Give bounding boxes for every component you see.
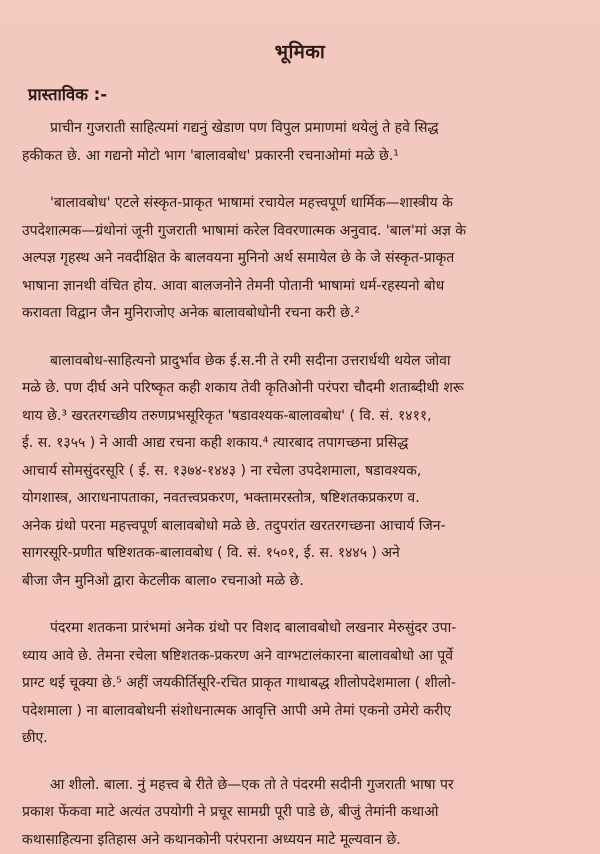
text-line: बीजा जैन मुनिओ द्वारा केटलीक बाला० रचनाओ मळे छे. [22, 568, 578, 596]
paragraph-1 [22, 115, 578, 170]
text-line: करावता विद्वान जैन मुनिराजोए अनेक बालावबोधोनी रचना करी छे.² [22, 300, 578, 328]
text-line: आचार्य सोमसुंदरसूरि ( ई. स. १३७४-१४४३ ) ना रचेला उपदेशमाला, षडावश्यक, [22, 458, 578, 486]
text-line: मळे छे. पण दीर्घ अने परिष्कृत कही शकाय तेवी कृतिओनी परंपरा चौदमी शताब्दीथी शरू [22, 375, 578, 403]
text-line: पंदरमा शतकना प्रारंभमां अनेक ग्रंथो पर विशद बालावबोधो लखनार मेरुसुंदर उपा- [22, 615, 578, 643]
text-line: आ शीलो. बाला. नुं महत्त्व बे रीते छे—एक तो ते पंदरमी सदीनी गुजराती भाषा पर [22, 772, 578, 800]
page-title: भूमिका [22, 38, 578, 64]
text-line: कथासाहित्यना इतिहास अने कथानकोनी परंपराना अध्ययन माटे मूल्यवान छे. [22, 827, 578, 854]
paragraph-2 [22, 190, 578, 328]
paragraph-5 [22, 772, 578, 854]
text-line: बालावबोध-साहित्यनो प्रादुर्भाव छेक ई.स.नी ते रमी सदीना उत्तरार्धथी थयेल जोवा [22, 348, 578, 376]
text-line: हकीकत छे. आ गद्यनो मोटो भाग 'बालावबोध' प्रकारनी रचनाओमां मळे छे.¹ [22, 143, 578, 171]
text-line: ध्याय आवे छे. तेमना रचेला षष्टिशतक-प्रकरण अने वाग्भटालंकारना बालावबोधो आ पूर्वे [22, 643, 578, 671]
text-line: प्राग्ट थई चूक्या छे.⁵ अहीं जयकीर्तिसूरि-रचित प्राकृत गाथाबद्ध शीलोपदेशमाला ( शीलो- [22, 670, 578, 698]
text-line: थाय छे.³ खरतरगच्छीय तरुणप्रभसूरिकृत 'षडावश्यक-बालावबोध' ( वि. सं. १४११, [22, 403, 578, 431]
text-line: ई. स. १३५५ ) ने आवी आद्य रचना कही शकाय.⁴ त्यारबाद तपागच्छना प्रसिद्ध [22, 430, 578, 458]
text-line: उपदेशात्मक—ग्रंथोनां जूनी गुजराती भाषामां करेल विवरणात्मक अनुवाद. 'बाल'मां अज्ञ के [22, 218, 578, 246]
section-heading: प्रास्ताविक :- [28, 82, 578, 105]
paragraph-4 [22, 615, 578, 753]
text-line: 'बालावबोध' एटले संस्कृत-प्राकृत भाषामां रचायेल महत्त्वपूर्ण धार्मिक—शास्त्रीय के [22, 190, 578, 218]
text-line: प्रकाश फेंकवा माटे अत्यंत उपयोगी ने प्रचूर सामग्री पूरी पाडे छे, बीजुं तेमांनी कथाओ [22, 799, 578, 827]
text-line: अनेक ग्रंथो परना महत्त्वपूर्ण बालावबोधो मळे छे. तदुपरांत खरतरगच्छना आचार्य जिन- [22, 513, 578, 541]
text-line: भाषाना ज्ञानथी वंचित होय. आवा बालजनोने तेमनी पोतानी भाषामां धर्म-रहस्यनो बोध [22, 273, 578, 301]
text-line: सागरसूरि-प्रणीत षष्टिशतक-बालावबोध ( वि. सं. १५०१, ई. स. १४४५ ) अने [22, 540, 578, 568]
text-line: पदेशमाला ) ना बालावबोधनी संशोधनात्मक आवृत्ति आपी अमे तेमां एकनो उमेरो करीए [22, 698, 578, 726]
text-line: योगशास्त्र, आराधनापताका, नवतत्त्वप्रकरण, भक्तामरस्तोत्र, षष्टिशतकप्रकरण व. [22, 485, 578, 513]
paragraph-3 [22, 348, 578, 596]
text-line: अल्पज्ञ गृहस्थ अने नवदीक्षित के बालवयना मुनिनो अर्थ समायेल छे के जे संस्कृत-प्राकृत [22, 245, 578, 273]
text-line: छीए. [22, 725, 578, 753]
text-line: प्राचीन गुजराती साहित्यमां गद्यनुं खेडाण पण विपुल प्रमाणमां थयेलुं ते हवे सिद्ध [22, 115, 578, 143]
